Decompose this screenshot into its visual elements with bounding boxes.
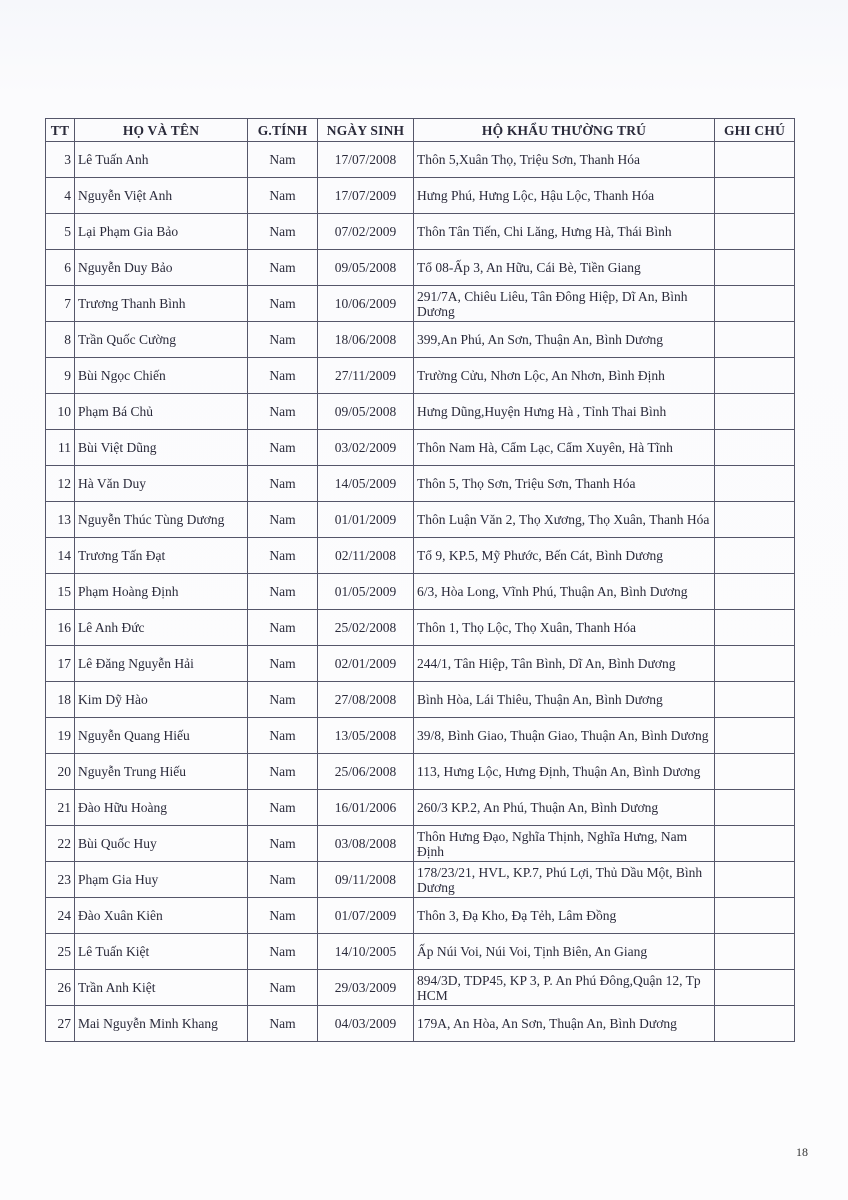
cell-name: Lê Đăng Nguyễn Hải: [75, 646, 248, 682]
cell-name: Phạm Gia Huy: [75, 862, 248, 898]
cell-tt: 25: [46, 934, 75, 970]
table-row: [46, 430, 795, 466]
cell-dob: 09/11/2008: [318, 862, 414, 898]
table-row: [46, 934, 795, 970]
table-row: [46, 826, 795, 862]
cell-note: [715, 574, 795, 610]
cell-name: Lê Tuấn Anh: [75, 142, 248, 178]
cell-note: [715, 646, 795, 682]
cell-note: [715, 538, 795, 574]
cell-sex: Nam: [248, 286, 318, 322]
cell-address: 6/3, Hòa Long, Vĩnh Phú, Thuận An, Bình Dương: [414, 574, 715, 610]
cell-name: Bùi Việt Dũng: [75, 430, 248, 466]
table-row: [46, 754, 795, 790]
cell-tt: 9: [46, 358, 75, 394]
cell-name: Trương Thanh Bình: [75, 286, 248, 322]
cell-address: Ấp Núi Voi, Núi Voi, Tịnh Biên, An Giang: [414, 934, 715, 970]
cell-sex: Nam: [248, 466, 318, 502]
cell-note: [715, 862, 795, 898]
cell-address: 894/3D, TDP45, KP 3, P. An Phú Đông,Quận 12, Tp HCM: [414, 970, 715, 1006]
cell-tt: 19: [46, 718, 75, 754]
cell-dob: 27/11/2009: [318, 358, 414, 394]
cell-note: [715, 358, 795, 394]
cell-tt: 16: [46, 610, 75, 646]
cell-tt: 5: [46, 214, 75, 250]
cell-sex: Nam: [248, 754, 318, 790]
cell-dob: 01/01/2009: [318, 502, 414, 538]
header-name: HỌ VÀ TÊN: [75, 119, 248, 142]
table-row: [46, 790, 795, 826]
cell-tt: 13: [46, 502, 75, 538]
student-roster-table: [45, 118, 795, 1042]
cell-address: 291/7A, Chiêu Liêu, Tân Đông Hiệp, Dĩ An, Bình Dương: [414, 286, 715, 322]
header-dob: NGÀY SINH: [318, 119, 414, 142]
header-tt: TT: [46, 119, 75, 142]
table-row: [46, 898, 795, 934]
cell-dob: 29/03/2009: [318, 970, 414, 1006]
page-number: 18: [796, 1145, 808, 1159]
cell-note: [715, 682, 795, 718]
table-row: [46, 394, 795, 430]
cell-tt: 12: [46, 466, 75, 502]
cell-address: Thôn Hưng Đạo, Nghĩa Thịnh, Nghĩa Hưng, Nam Định: [414, 826, 715, 862]
cell-tt: 21: [46, 790, 75, 826]
cell-note: [715, 718, 795, 754]
cell-address: Thôn 3, Đạ Kho, Đạ Tẻh, Lâm Đồng: [414, 898, 715, 934]
cell-name: Bùi Ngọc Chiến: [75, 358, 248, 394]
cell-sex: Nam: [248, 646, 318, 682]
cell-address: 113, Hưng Lộc, Hưng Định, Thuận An, Bình Dương: [414, 754, 715, 790]
cell-dob: 04/03/2009: [318, 1006, 414, 1042]
cell-name: Nguyễn Trung Hiếu: [75, 754, 248, 790]
cell-dob: 02/01/2009: [318, 646, 414, 682]
cell-dob: 03/02/2009: [318, 430, 414, 466]
cell-dob: 09/05/2008: [318, 250, 414, 286]
cell-dob: 13/05/2008: [318, 718, 414, 754]
cell-sex: Nam: [248, 1006, 318, 1042]
cell-sex: Nam: [248, 862, 318, 898]
cell-note: [715, 1006, 795, 1042]
cell-address: 244/1, Tân Hiệp, Tân Bình, Dĩ An, Bình Dương: [414, 646, 715, 682]
table-row: [46, 970, 795, 1006]
cell-tt: 18: [46, 682, 75, 718]
cell-name: Đào Xuân Kiên: [75, 898, 248, 934]
cell-sex: Nam: [248, 322, 318, 358]
cell-address: Tổ 9, KP.5, Mỹ Phước, Bến Cát, Bình Dương: [414, 538, 715, 574]
cell-sex: Nam: [248, 826, 318, 862]
cell-name: Phạm Bá Chủ: [75, 394, 248, 430]
cell-address: Thôn Nam Hà, Cẩm Lạc, Cẩm Xuyên, Hà Tĩnh: [414, 430, 715, 466]
cell-dob: 27/08/2008: [318, 682, 414, 718]
cell-tt: 17: [46, 646, 75, 682]
cell-sex: Nam: [248, 142, 318, 178]
cell-address: 39/8, Bình Giao, Thuận Giao, Thuận An, Bình Dương: [414, 718, 715, 754]
cell-tt: 8: [46, 322, 75, 358]
table-row: [46, 574, 795, 610]
table-header-row: [46, 119, 795, 142]
cell-sex: Nam: [248, 250, 318, 286]
cell-sex: Nam: [248, 178, 318, 214]
cell-dob: 14/10/2005: [318, 934, 414, 970]
cell-tt: 3: [46, 142, 75, 178]
cell-dob: 03/08/2008: [318, 826, 414, 862]
cell-name: Phạm Hoàng Định: [75, 574, 248, 610]
table-row: [46, 646, 795, 682]
cell-address: Hưng Dũng,Huyện Hưng Hà , Tỉnh Thai Bình: [414, 394, 715, 430]
cell-address: Thôn Tân Tiến, Chi Lăng, Hưng Hà, Thái Bình: [414, 214, 715, 250]
header-note: GHI CHÚ: [715, 119, 795, 142]
table-body: [46, 142, 795, 1042]
cell-name: Lê Anh Đức: [75, 610, 248, 646]
cell-note: [715, 754, 795, 790]
cell-sex: Nam: [248, 574, 318, 610]
cell-dob: 17/07/2009: [318, 178, 414, 214]
cell-tt: 6: [46, 250, 75, 286]
cell-dob: 10/06/2009: [318, 286, 414, 322]
table-row: [46, 502, 795, 538]
cell-note: [715, 430, 795, 466]
table-row: [46, 862, 795, 898]
cell-name: Mai Nguyễn Minh Khang: [75, 1006, 248, 1042]
table-row: [46, 178, 795, 214]
cell-name: Bùi Quốc Huy: [75, 826, 248, 862]
cell-note: [715, 322, 795, 358]
cell-note: [715, 610, 795, 646]
cell-dob: 16/01/2006: [318, 790, 414, 826]
cell-address: 260/3 KP.2, An Phú, Thuận An, Bình Dương: [414, 790, 715, 826]
cell-sex: Nam: [248, 394, 318, 430]
cell-tt: 7: [46, 286, 75, 322]
cell-name: Hà Văn Duy: [75, 466, 248, 502]
cell-tt: 15: [46, 574, 75, 610]
cell-dob: 14/05/2009: [318, 466, 414, 502]
cell-note: [715, 394, 795, 430]
cell-name: Lê Tuấn Kiệt: [75, 934, 248, 970]
cell-dob: 18/06/2008: [318, 322, 414, 358]
table-row: [46, 322, 795, 358]
cell-note: [715, 898, 795, 934]
cell-name: Trần Anh Kiệt: [75, 970, 248, 1006]
cell-tt: 24: [46, 898, 75, 934]
cell-address: Thôn Luận Văn 2, Thọ Xương, Thọ Xuân, Thanh Hóa: [414, 502, 715, 538]
header-sex: G.TÍNH: [248, 119, 318, 142]
cell-tt: 11: [46, 430, 75, 466]
cell-tt: 10: [46, 394, 75, 430]
cell-sex: Nam: [248, 538, 318, 574]
cell-dob: 01/07/2009: [318, 898, 414, 934]
cell-sex: Nam: [248, 358, 318, 394]
cell-address: Hưng Phú, Hưng Lộc, Hậu Lộc, Thanh Hóa: [414, 178, 715, 214]
cell-dob: 17/07/2008: [318, 142, 414, 178]
cell-note: [715, 790, 795, 826]
cell-sex: Nam: [248, 430, 318, 466]
cell-sex: Nam: [248, 682, 318, 718]
cell-name: Kim Dỹ Hào: [75, 682, 248, 718]
cell-address: 178/23/21, HVL, KP.7, Phú Lợi, Thủ Dầu Một, Bình Dương: [414, 862, 715, 898]
cell-name: Nguyễn Việt Anh: [75, 178, 248, 214]
cell-name: Đào Hữu Hoàng: [75, 790, 248, 826]
cell-note: [715, 214, 795, 250]
cell-note: [715, 502, 795, 538]
cell-name: Nguyễn Thúc Tùng Dương: [75, 502, 248, 538]
cell-note: [715, 466, 795, 502]
table-row: [46, 718, 795, 754]
table-row: [46, 142, 795, 178]
cell-note: [715, 178, 795, 214]
cell-address: 179A, An Hòa, An Sơn, Thuận An, Bình Dương: [414, 1006, 715, 1042]
cell-sex: Nam: [248, 214, 318, 250]
table-row: [46, 250, 795, 286]
cell-sex: Nam: [248, 970, 318, 1006]
cell-note: [715, 934, 795, 970]
table-row: [46, 610, 795, 646]
cell-sex: Nam: [248, 610, 318, 646]
cell-note: [715, 250, 795, 286]
table-row: [46, 214, 795, 250]
cell-note: [715, 142, 795, 178]
cell-dob: 25/06/2008: [318, 754, 414, 790]
cell-note: [715, 970, 795, 1006]
table-row: [46, 466, 795, 502]
table-row: [46, 538, 795, 574]
cell-name: Trương Tấn Đạt: [75, 538, 248, 574]
cell-tt: 20: [46, 754, 75, 790]
cell-address: Tổ 08-Ấp 3, An Hữu, Cái Bè, Tiền Giang: [414, 250, 715, 286]
cell-sex: Nam: [248, 898, 318, 934]
cell-sex: Nam: [248, 934, 318, 970]
cell-name: Nguyễn Duy Bảo: [75, 250, 248, 286]
cell-dob: 02/11/2008: [318, 538, 414, 574]
cell-tt: 14: [46, 538, 75, 574]
cell-dob: 09/05/2008: [318, 394, 414, 430]
cell-sex: Nam: [248, 790, 318, 826]
cell-tt: 23: [46, 862, 75, 898]
table-row: [46, 286, 795, 322]
cell-sex: Nam: [248, 718, 318, 754]
cell-note: [715, 826, 795, 862]
table-row: [46, 358, 795, 394]
cell-address: Thôn 1, Thọ Lộc, Thọ Xuân, Thanh Hóa: [414, 610, 715, 646]
cell-note: [715, 286, 795, 322]
cell-tt: 22: [46, 826, 75, 862]
cell-dob: 25/02/2008: [318, 610, 414, 646]
cell-tt: 27: [46, 1006, 75, 1042]
cell-address: Trường Cửu, Nhơn Lộc, An Nhơn, Bình Định: [414, 358, 715, 394]
cell-address: 399,An Phú, An Sơn, Thuận An, Bình Dương: [414, 322, 715, 358]
cell-sex: Nam: [248, 502, 318, 538]
cell-dob: 01/05/2009: [318, 574, 414, 610]
cell-name: Lại Phạm Gia Bảo: [75, 214, 248, 250]
header-address: HỘ KHẨU THƯỜNG TRÚ: [414, 119, 715, 142]
cell-address: Thôn 5, Thọ Sơn, Triệu Sơn, Thanh Hóa: [414, 466, 715, 502]
cell-name: Nguyễn Quang Hiếu: [75, 718, 248, 754]
cell-tt: 26: [46, 970, 75, 1006]
cell-address: Thôn 5,Xuân Thọ, Triệu Sơn, Thanh Hóa: [414, 142, 715, 178]
table-row: [46, 682, 795, 718]
cell-dob: 07/02/2009: [318, 214, 414, 250]
table-row: [46, 1006, 795, 1042]
cell-tt: 4: [46, 178, 75, 214]
cell-name: Trần Quốc Cường: [75, 322, 248, 358]
cell-address: Bình Hòa, Lái Thiêu, Thuận An, Bình Dương: [414, 682, 715, 718]
